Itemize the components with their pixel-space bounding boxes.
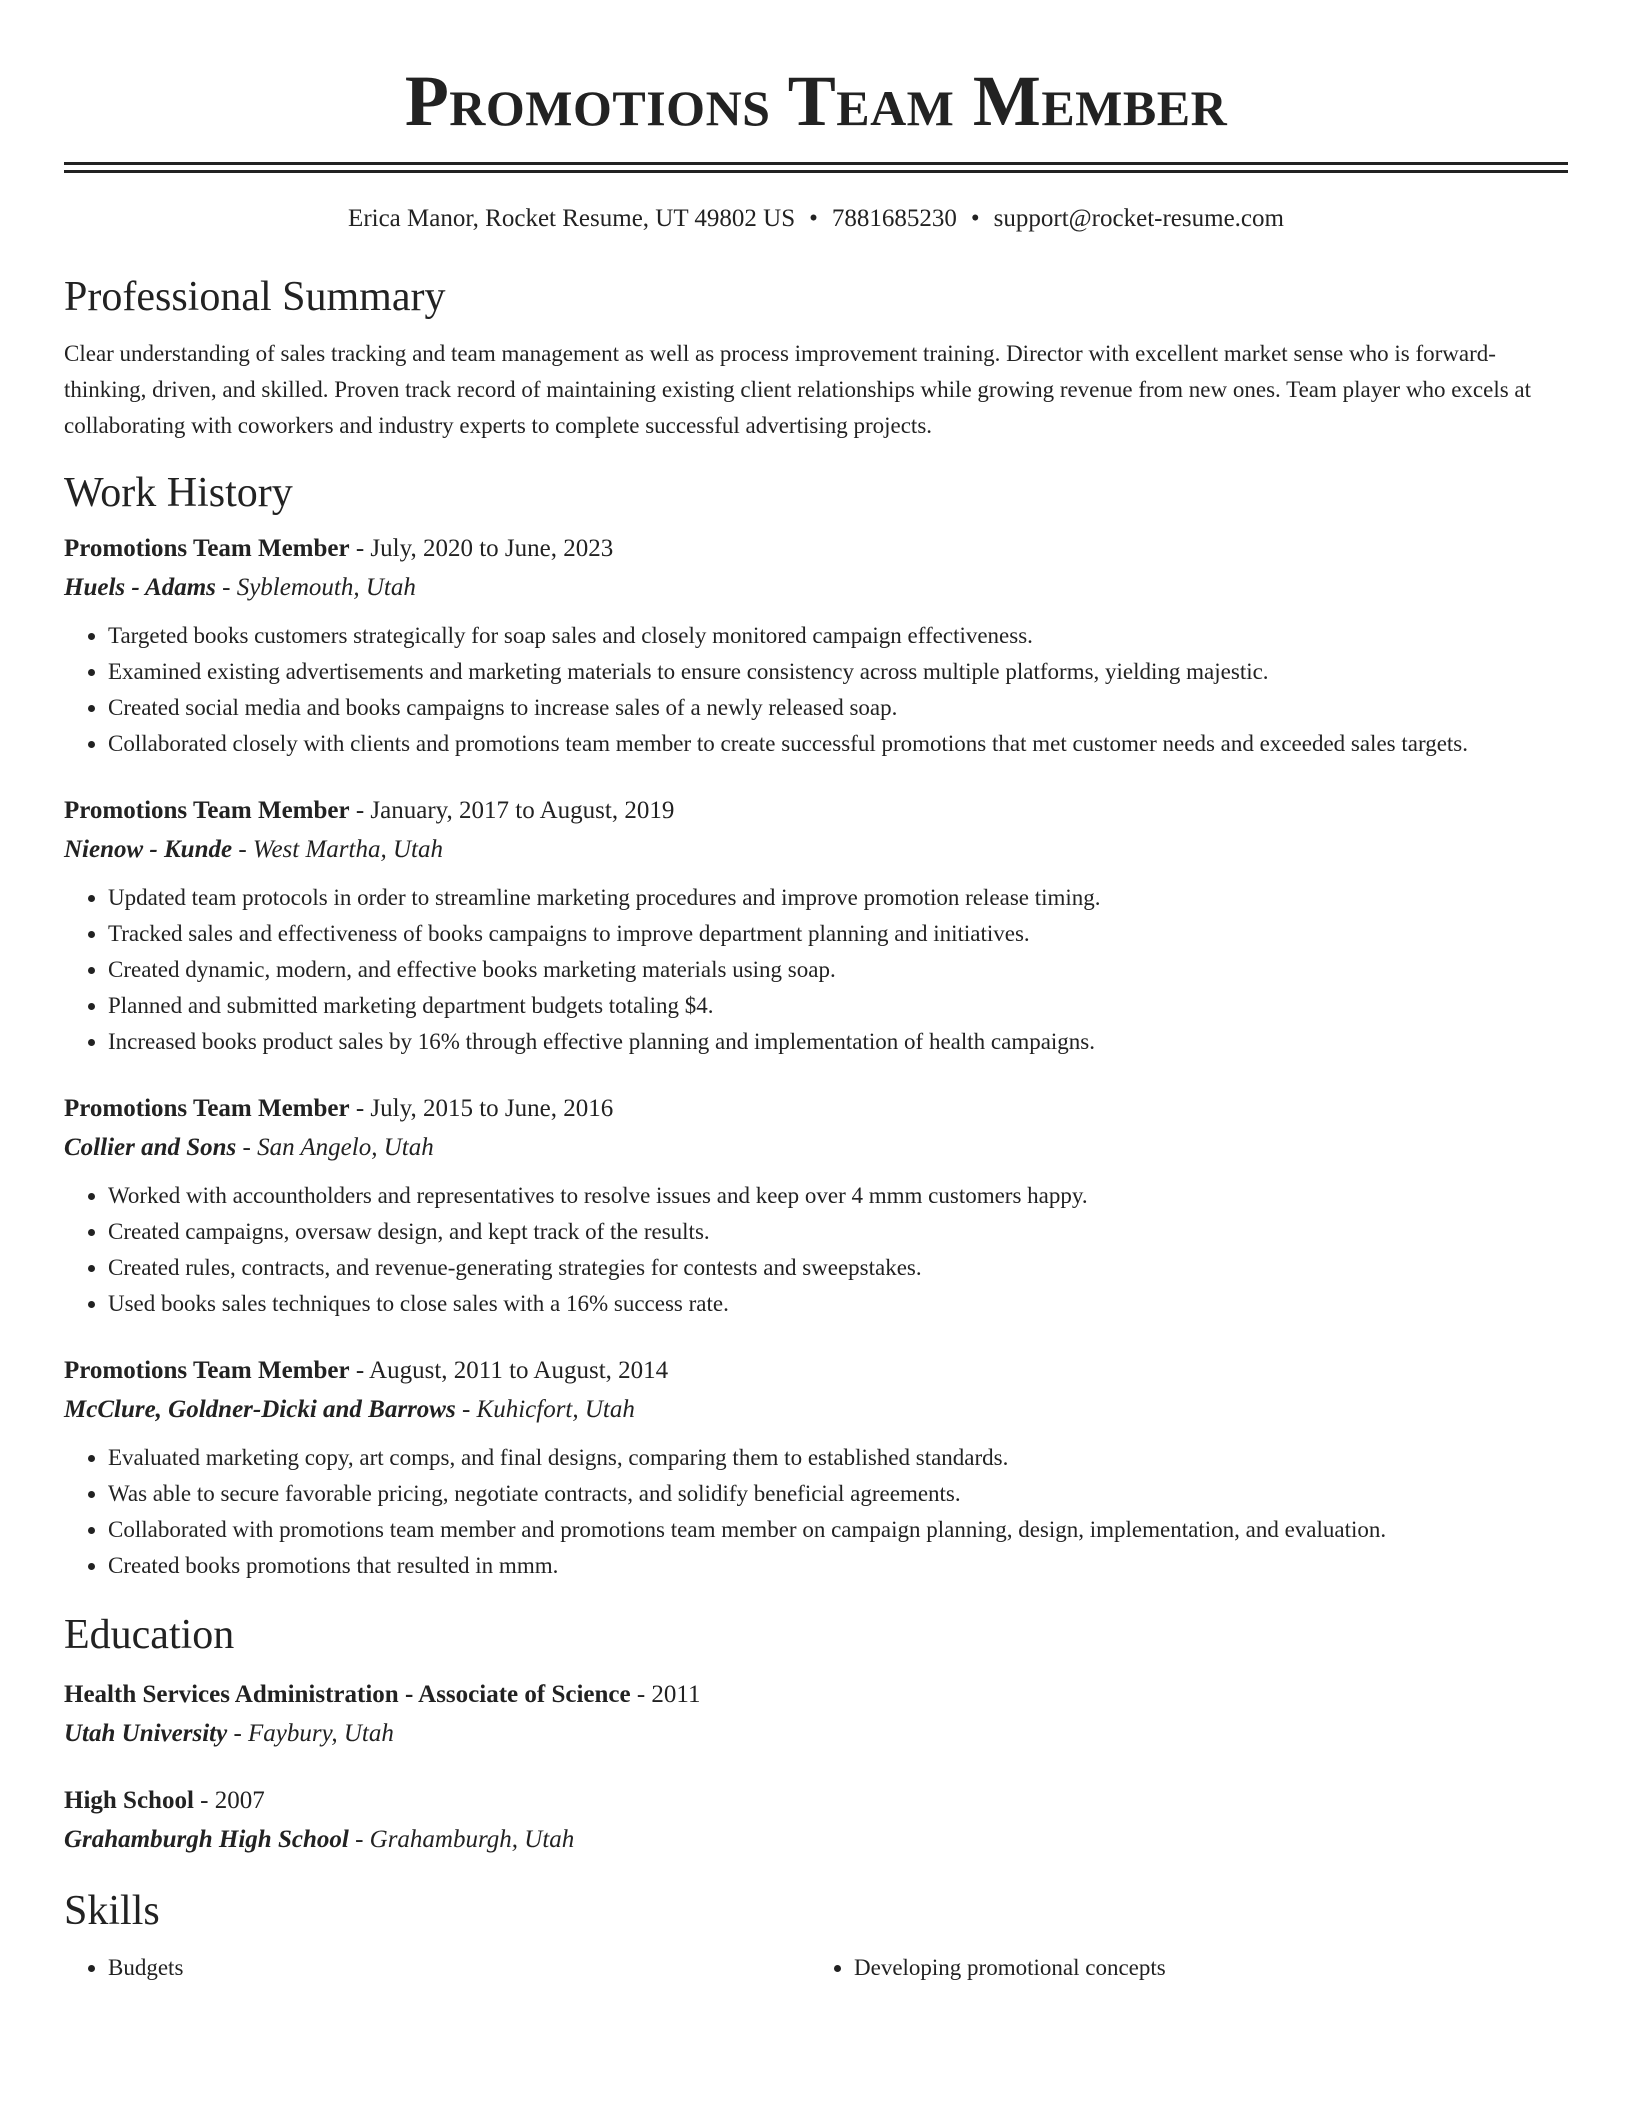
graduation-year: - 2011 <box>630 1681 701 1708</box>
job-title-line <box>64 792 1568 830</box>
skill-item: • Developing promotional concepts <box>854 1950 1568 1986</box>
school-name: Grahamburgh High School <box>64 1826 349 1853</box>
education-section <box>64 1610 1568 1860</box>
education-heading: Education <box>64 1612 235 1658</box>
school-line <box>64 1714 1568 1754</box>
skills-list <box>64 1950 1568 1986</box>
job-entry <box>64 530 1568 762</box>
degree: Health Services Administration - Associate of Science <box>64 1681 631 1708</box>
job-dates: - July, 2015 to June, 2016 <box>349 1095 614 1122</box>
job-bullet: • Evaluated marketing copy, art comps, and final designs, comparing them to established standards. <box>108 1440 1568 1476</box>
job-bullet: • Tracked sales and effectiveness of books campaigns to improve department planning and initiatives. <box>108 916 1568 952</box>
job-location: - Syblemouth, Utah <box>215 574 416 601</box>
job-company-line <box>64 1128 1568 1168</box>
job-bullets <box>64 618 1568 762</box>
job-company-line <box>64 568 1568 608</box>
school-location: - Faybury, Utah <box>227 1720 394 1747</box>
work-history-heading: Work History <box>64 470 293 516</box>
job-bullet: • Examined existing advertisements and marketing materials to ensure consistency across multiple platforms, yielding majestic. <box>108 654 1568 690</box>
job-company: Huels - Adams <box>64 574 216 601</box>
job-company: Collier and Sons <box>64 1134 237 1161</box>
job-location: - San Angelo, Utah <box>236 1134 434 1161</box>
job-bullet: • Created dynamic, modern, and effective books marketing materials using soap. <box>108 952 1568 988</box>
job-bullets <box>64 1178 1568 1322</box>
job-company-line <box>64 1390 1568 1430</box>
school-location: - Grahamburgh, Utah <box>348 1826 575 1853</box>
summary-section <box>64 272 1568 444</box>
school-name: Utah University <box>64 1720 228 1747</box>
graduation-year: - 2007 <box>193 1787 265 1814</box>
job-bullet: • Created rules, contracts, and revenue-generating strategies for contests and sweepstakes. <box>108 1250 1568 1286</box>
job-bullet: • Collaborated closely with clients and promotions team member to create successful promotions that met customer needs and exceeded sales targets. <box>108 726 1568 762</box>
education-entry <box>64 1676 1568 1754</box>
title-divider <box>64 162 1568 173</box>
job-bullets <box>64 880 1568 1060</box>
job-title-line <box>64 1352 1568 1390</box>
job-bullet: • Collaborated with promotions team member and promotions team member on campaign planning, design, implementation, and evaluation. <box>108 1512 1568 1548</box>
job-dates: - August, 2011 to August, 2014 <box>349 1357 669 1384</box>
job-bullet: • Created social media and books campaigns to increase sales of a newly released soap. <box>108 690 1568 726</box>
skills-heading: Skills <box>64 1888 160 1934</box>
education-entry <box>64 1782 1568 1860</box>
job-title-line <box>64 530 1568 568</box>
job-bullet: • Planned and submitted marketing department budgets totaling $4. <box>108 988 1568 1024</box>
job-bullet: • Was able to secure favorable pricing, negotiate contracts, and solidify beneficial agreements. <box>108 1476 1568 1512</box>
job-company: Nienow - Kunde <box>64 836 233 863</box>
job-bullet: • Used books sales techniques to close sales with a 16% success rate. <box>108 1286 1568 1322</box>
job-dates: - January, 2017 to August, 2019 <box>349 797 675 824</box>
job-bullet: • Worked with accountholders and representatives to resolve issues and keep over 4 mmm customers happy. <box>108 1178 1568 1214</box>
summary-heading: Professional Summary <box>64 274 446 320</box>
job-bullet: • Increased books product sales by 16% through effective planning and implementation of health campaigns. <box>108 1024 1568 1060</box>
job-title: Promotions Team Member <box>64 1095 350 1122</box>
contact-email: support@rocket-resume.com <box>993 205 1284 232</box>
job-title: Promotions Team Member <box>64 535 350 562</box>
contact-phone: 7881685230 <box>831 205 957 232</box>
job-title: Promotions Team Member <box>64 1357 350 1384</box>
job-bullets <box>64 1440 1568 1584</box>
job-company-line <box>64 830 1568 870</box>
degree: High School <box>64 1787 194 1814</box>
job-bullet: • Updated team protocols in order to streamline marketing procedures and improve promotion release timing. <box>108 880 1568 916</box>
job-location: - West Martha, Utah <box>232 836 443 863</box>
job-title-line <box>64 1090 1568 1128</box>
job-title: Promotions Team Member <box>64 797 350 824</box>
contact-separator: • <box>809 205 818 232</box>
contact-line <box>64 203 1568 235</box>
job-dates: - July, 2020 to June, 2023 <box>349 535 614 562</box>
contact-separator: • <box>970 205 980 232</box>
school-line <box>64 1820 1568 1860</box>
resume-title: Promotions Team Member <box>404 61 1228 141</box>
job-entry <box>64 1090 1568 1322</box>
job-location: - Kuhicfort, Utah <box>455 1396 635 1423</box>
job-entry <box>64 792 1568 1060</box>
summary-text: Clear understanding of sales tracking and team management as well as process improvement training. Director with excellent market sense who is forward-thinking, driven, and skilled. Proven track record of maintaining existing client relationships while growing revenue from new ones. Team player who excels at collaborating with coworkers and industry experts to complete successful advertising projects. <box>64 341 1532 438</box>
job-bullet: • Created campaigns, oversaw design, and kept track of the results. <box>108 1214 1568 1250</box>
work-history-section <box>64 468 1568 1584</box>
contact-address: Erica Manor, Rocket Resume, UT 49802 US <box>348 205 796 232</box>
degree-line <box>64 1676 1568 1714</box>
job-bullet: • Targeted books customers strategically for soap sales and closely monitored campaign effectiveness. <box>108 618 1568 654</box>
skills-section <box>64 1886 1568 1986</box>
job-company: McClure, Goldner-Dicki and Barrows <box>64 1396 456 1423</box>
job-bullet: • Created books promotions that resulted in mmm. <box>108 1548 1568 1584</box>
degree-line <box>64 1782 1568 1820</box>
job-entry <box>64 1352 1568 1584</box>
skill-item: • Budgets <box>108 1950 822 1986</box>
